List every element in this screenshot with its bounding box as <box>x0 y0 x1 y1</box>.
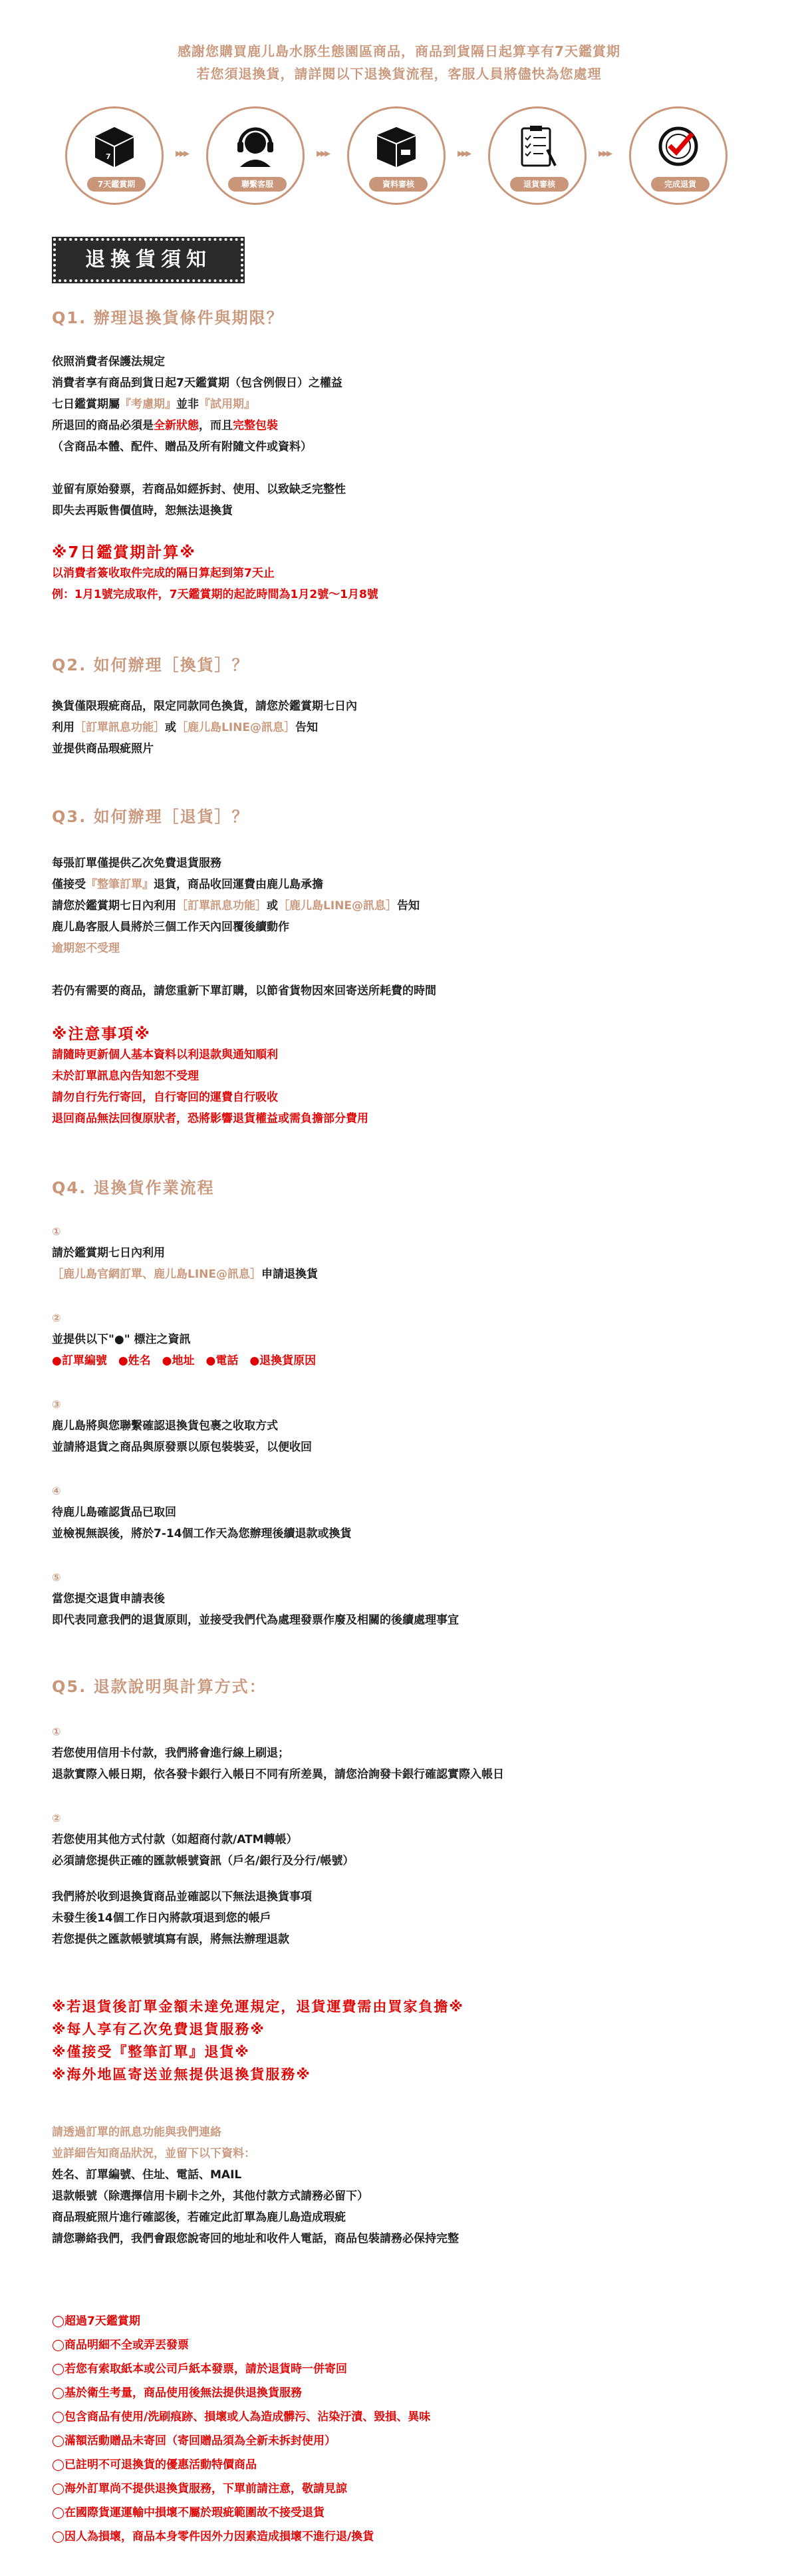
q4-step-1 <box>52 1221 746 1285</box>
contact-line: 請透過訂單的訊息功能與我們連絡 <box>52 2126 221 2139</box>
q3-note-line: 請隨時更新個人基本資料以利退款與通知順利 <box>52 1048 278 1062</box>
warning-line: ※海外地區寄送並無提供退換貨服務※ <box>52 2067 311 2082</box>
process-step-3 <box>347 106 447 206</box>
q4-line: 請於鑑賞期七日內利用 <box>52 1246 165 1260</box>
q5-step-1 <box>52 1721 746 1785</box>
q4-title: Q4. 退換貨作業流程 <box>52 1179 215 1197</box>
rule-item: ◯滿額活動贈品未寄回（寄回贈品須為全新未拆封使用） <box>52 2434 336 2448</box>
q3-line: 請您於鑑賞期七日內利用［訂單訊息功能］或［鹿儿島LINE@訊息］告知 <box>52 899 420 913</box>
warning-line: ※若退貨後訂單金額未達免運規定，退貨運費需由買家負擔※ <box>52 1999 464 2015</box>
q5-policy <box>52 1886 746 1950</box>
rule-item: ◯因人為損壞，商品本身零件因外力因素造成損壞不進行退/換貨 <box>52 2530 374 2543</box>
q4-line: ［鹿儿島官網訂單、鹿儿島LINE@訊息］申請退換貨 <box>52 1268 318 1281</box>
process-arrow: ▸▸▸ <box>317 146 329 160</box>
checklist-icon <box>514 123 561 170</box>
q1-line: 所退回的商品必須是全新狀態，而且完整包裝 <box>52 419 278 432</box>
q2-line: 換貨僅限瑕疵商品，限定同款同色換貨，請您於鑑賞期七日內 <box>52 700 357 713</box>
q3-note-line: 請勿自行先行寄回，自行寄回的運費自行吸收 <box>52 1091 278 1104</box>
q4-line: 即代表同意我們的退貨原則，並接受我們代為處理發票作廢及相關的後續處理事宜 <box>52 1614 459 1627</box>
contact-line: 退款帳號（除選擇信用卡刷卡之外，其他付款方式請務必留下） <box>52 2190 368 2203</box>
q4-line: 鹿儿島將與您聯繫確認退換貨包裹之收取方式 <box>52 1419 278 1433</box>
q5-line: 退款實際入帳日期，依各發卡銀行入帳日不同有所差異，請您洽詢發卡銀行確認實際入帳日 <box>52 1768 504 1781</box>
q4-line: 待鹿儿島確認貨品已取回 <box>52 1506 176 1519</box>
q2-line: 利用［訂單訊息功能］或［鹿儿島LINE@訊息］告知 <box>52 721 318 734</box>
return-notice-banner: 退換貨須知 <box>53 238 243 282</box>
q1-line: （含商品本體、配件、贈品及所有附隨文件或資料） <box>52 440 312 454</box>
intro-line-2: 若您須退換貨，請詳閱以下退換貨流程，客服人員將儘快為您處理 <box>196 66 602 82</box>
step-label: 聯繫客服 <box>228 177 287 192</box>
q1-calc-line: 以消費者簽收取件完成的隔日算起到第7天止 <box>52 567 275 580</box>
contact-line: 姓名、訂單編號、住址、電話、MAIL <box>52 2168 242 2182</box>
q2-title: Q2. 如何辦理［換貨］？ <box>52 656 249 674</box>
process-arrow: ▸▸▸ <box>598 146 611 160</box>
q4-line: 當您提交退貨申請表後 <box>52 1592 165 1606</box>
q4-line: 並提供以下"●" 標注之資訊 <box>52 1333 191 1346</box>
rule-item: ◯商品明細不全或弄丟發票 <box>52 2339 190 2352</box>
q4-line: 並請將退貨之商品與原發票以原包裝裝妥，以便收回 <box>52 1441 312 1454</box>
step-label: 退貨審核 <box>510 177 569 192</box>
intro-line-1: 感謝您購買鹿儿島水豚生態園區商品，商品到貨隔日起算享有7天鑑賞期 <box>178 43 620 59</box>
step-circle <box>629 106 728 205</box>
q1-line: 並留有原始發票，若商品如經拆封、使用、以致缺乏完整性 <box>52 483 346 496</box>
approved-badge-icon <box>655 123 702 170</box>
q1-title: Q1. 辦理退換貨條件與期限？ <box>52 309 284 327</box>
step-number: ④ <box>52 1485 61 1497</box>
q5-warnings <box>52 1995 746 2086</box>
q1-body-2 <box>52 479 746 521</box>
step-circle <box>488 106 587 205</box>
q5-line: 我們將於收到退換貨商品並確認以下無法退換貨事項 <box>52 1890 312 1904</box>
process-step-1 <box>65 106 165 206</box>
q1-calc-body <box>52 563 746 605</box>
non-returnable-rules <box>52 2309 746 2549</box>
rule-item: ◯海外訂單尚不提供退換貨服務，下單前請注意，敬請見諒 <box>52 2482 348 2496</box>
q4-required-fields: ●訂單編號 ●姓名 ●地址 ●電話 ●退換貨原因 <box>52 1354 317 1367</box>
q5-title: Q5. 退款說明與計算方式： <box>52 1677 267 1696</box>
rule-item: ◯基於衛生考量，商品使用後無法提供退換貨服務 <box>52 2386 303 2400</box>
contact-line: 商品瑕疵照片進行確認後，若確定此訂單為鹿儿島造成瑕疵 <box>52 2211 346 2224</box>
q5-line: 若您提供之匯款帳號填寫有誤，將無法辦理退款 <box>52 1933 289 1946</box>
q3-note-title: ※注意事項※ <box>52 1026 151 1043</box>
q3-line: 鹿儿島客服人員將於三個工作天內回覆後續動作 <box>52 921 289 934</box>
q3-body <box>52 853 746 959</box>
intro-text <box>52 40 746 85</box>
svg-text:7: 7 <box>106 152 111 161</box>
step-number: ② <box>52 1812 61 1824</box>
step-circle <box>206 106 305 205</box>
rule-item: ◯包含商品有使用/洗刷痕跡、損壞或人為造成髒污、沾染汙漬、毀損、異味 <box>52 2410 431 2424</box>
step-number: ① <box>52 1725 61 1738</box>
process-arrow: ▸▸▸ <box>458 146 470 160</box>
q3-line: 每張訂單僅提供乙次免費退貨服務 <box>52 857 221 870</box>
q3-notes <box>52 1044 746 1129</box>
step-circle <box>347 106 446 205</box>
q5-contact <box>52 2122 746 2249</box>
q1-body <box>52 351 746 458</box>
return-process-steps <box>65 106 737 213</box>
step-label: 完成退貨 <box>651 177 710 192</box>
rule-item: ◯若您有索取紙本或公司戶紙本發票，請於退貨時一併寄回 <box>52 2362 348 2376</box>
q4-step-2 <box>52 1308 746 1371</box>
q3-body-2 <box>52 980 746 1002</box>
q1-line: 依照消費者保護法規定 <box>52 355 165 368</box>
process-step-4 <box>488 106 588 206</box>
package-icon <box>373 123 420 170</box>
q5-line: 若您使用其他方式付款（如超商付款/ATM轉帳） <box>52 1833 298 1846</box>
q5-line: 必須請您提供正確的匯款帳號資訊（戶名/銀行及分行/帳號） <box>52 1854 354 1868</box>
q4-step-5 <box>52 1567 746 1631</box>
q3-line: 逾期恕不受理 <box>52 942 120 955</box>
process-arrow: ▸▸▸ <box>176 146 188 160</box>
q4-step-3 <box>52 1394 746 1458</box>
headset-icon <box>232 123 279 170</box>
rule-item: ◯在國際貨運運輸中損壞不屬於瑕疵範圍故不接受退貨 <box>52 2506 325 2519</box>
q1-calc-line: 例：1月1號完成取件，7天鑑賞期的起訖時間為1月2號～1月8號 <box>52 588 378 601</box>
step-number: ② <box>52 1312 61 1324</box>
step-number: ③ <box>52 1398 61 1411</box>
q2-body <box>52 696 746 760</box>
rule-item: ◯已註明不可退換貨的優惠活動特價商品 <box>52 2458 257 2472</box>
rule-item: ◯超過7天鑑賞期 <box>52 2315 140 2328</box>
q5-line: 若您使用信用卡付款，我們將會進行線上刷退； <box>52 1747 289 1760</box>
q1-line: 七日鑑賞期屬『考慮期』並非『試用期』 <box>52 398 255 411</box>
step-label: 7天鑑賞期 <box>87 177 146 192</box>
step-number: ① <box>52 1225 61 1238</box>
q3-note-line: 退回商品無法回復原狀者，恐將影響退貨權益或需負擔部分費用 <box>52 1112 368 1125</box>
q3-line: 僅接受『整筆訂單』退貨，商品收回運費由鹿儿島承擔 <box>52 878 323 891</box>
warning-line: ※每人享有乙次免費退貨服務※ <box>52 2021 265 2037</box>
warning-line: ※僅接受『整筆訂單』退貨※ <box>52 2044 250 2060</box>
q5-step-2 <box>52 1808 746 1872</box>
step-circle <box>65 106 164 205</box>
step-number: ⑤ <box>52 1571 61 1584</box>
q1-line: 即失去再販售價值時，恕無法退換貨 <box>52 504 233 517</box>
q2-line: 並提供商品瑕疵照片 <box>52 742 154 756</box>
process-step-2 <box>206 106 306 206</box>
q3-line: 若仍有需要的商品，請您重新下單訂購，以節省貨物因來回寄送所耗費的時間 <box>52 984 436 998</box>
step-label: 資料審核 <box>369 177 428 192</box>
process-step-5 <box>629 106 729 206</box>
q3-title: Q3. 如何辦理［退貨］？ <box>52 807 249 826</box>
box-icon <box>91 123 138 170</box>
q4-step-4 <box>52 1481 746 1544</box>
q5-line: 未發生後14個工作日內將款項退到您的帳戶 <box>52 1912 271 1925</box>
q1-calc-title: ※7日鑑賞期計算※ <box>52 544 196 561</box>
q3-note-line: 未於訂單訊息內告知恕不受理 <box>52 1070 199 1083</box>
q4-line: 並檢視無誤後，將於7-14個工作天為您辦理後續退款或換貨 <box>52 1527 352 1540</box>
contact-line: 並詳細告知商品狀況，並留下以下資料： <box>52 2147 255 2160</box>
q1-line: 消費者享有商品到貨日起7天鑑賞期（包含例假日）之權益 <box>52 376 342 390</box>
contact-line: 請您聯絡我們，我們會跟您說寄回的地址和收件人電話，商品包裝請務必保持完整 <box>52 2232 459 2245</box>
